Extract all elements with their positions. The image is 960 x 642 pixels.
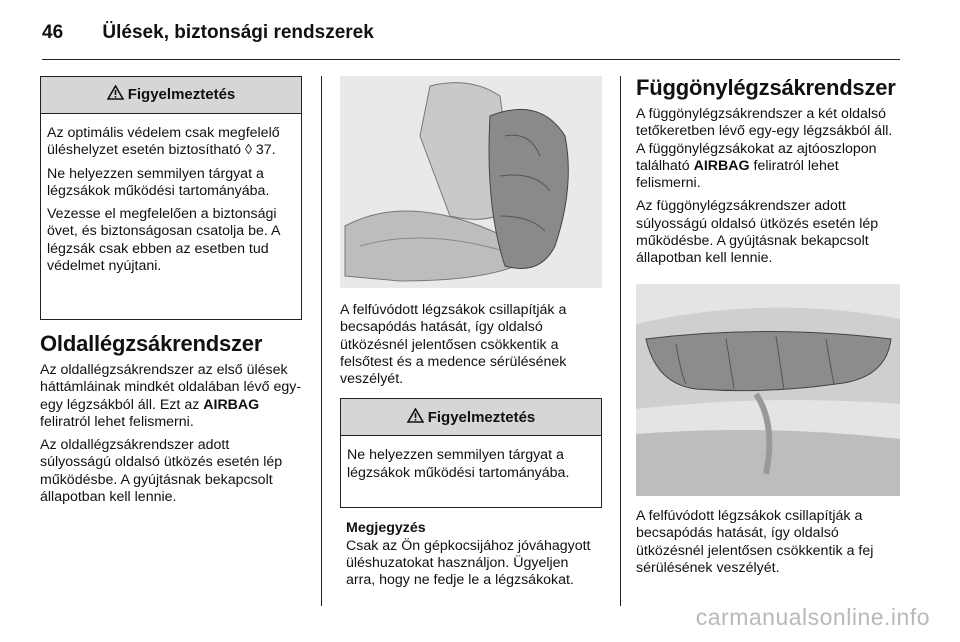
column-3-caption [636, 508, 906, 583]
text-run: A függönylégzsákrendszer a két oldalsó tetőkeretben lévő egy-egy légzsákból áll. A függönylégzsákokat az ajtóoszlopon található [636, 106, 893, 174]
body-paragraph: Az függönylégzsákrendszer adott súlyosságú oldalsó ütközés esetén lép működésbe. A gyújtásnak bekapcsolt állapotban kell lennie. [636, 198, 879, 267]
text-run: Az oldallégzsákrendszer az első ülések háttámláinak mindkét oldalában lévő egy-egy légzsákból áll. Ezt az [40, 362, 302, 413]
warning-box-1 [40, 76, 302, 320]
column-divider-2 [620, 76, 621, 606]
warning-triangle-icon [407, 408, 424, 427]
warning-title: Figyelmeztetés [127, 86, 236, 104]
curtain-airbag-photo [636, 284, 900, 496]
section-title-curtain-airbag: Függönylégzsákrendszer [636, 75, 896, 100]
airbag-label: AIRBAG [693, 157, 750, 174]
note-block [340, 520, 598, 589]
warning-header [41, 77, 301, 114]
watermark: carmanualsonline.info [695, 604, 930, 630]
warning-body [41, 114, 301, 287]
body-paragraph: Az oldallégzsákrendszer adott súlyosságú oldalsó ütközés esetén lép működésbe. A gyújtásnak bekapcsolt állapotban kell lennie. [40, 437, 283, 506]
airbag-label: AIRBAG [203, 396, 260, 413]
column-2 [340, 302, 608, 590]
warning-title: Figyelmeztetés [427, 408, 536, 426]
body-paragraph [40, 362, 302, 431]
warning-paragraph: Vezesse el megfelelően a biztonsági övet, és biztonságosan csatolja be. A légzsák csak ebben az esetben tud védelmet nyújtani. [47, 206, 280, 275]
chapter-title: Ülések, biztonsági rendszerek [102, 22, 374, 43]
page-header [42, 22, 374, 44]
column-divider-1 [321, 76, 322, 606]
section-title-side-airbag: Oldallégzsákrendszer [40, 331, 263, 356]
warning-body [341, 436, 601, 494]
text-run: feliratról lehet felismerni. [636, 157, 839, 192]
header-rule [42, 59, 900, 60]
photo-caption: A felfúvódott légzsákok csillapítják a becsapódás hatását, így oldalsó ütközésnél jelentősen csökkentik a felsőtest és a medence sérülésének veszélyét. [340, 302, 567, 388]
note-title: Megjegyzés [346, 520, 426, 537]
seat-airbag-photo [340, 76, 602, 288]
warning-triangle-icon [107, 85, 124, 104]
page-number: 46 [42, 22, 64, 43]
warning-box-2 [340, 398, 602, 508]
text-run: feliratról lehet felismerni. [40, 413, 194, 430]
warning-paragraph: Ne helyezzen semmilyen tárgyat a légzsákok működési tartományába. [347, 447, 570, 481]
column-3 [636, 76, 902, 274]
note-text: Csak az Ön gépkocsijához jóváhagyott üléshuzatokat használjon. Ügyeljen arra, hogy ne fedje le a légzsákokat. [346, 537, 591, 589]
warning-header [341, 399, 601, 436]
warning-paragraph: Ne helyezzen semmilyen tárgyat a légzsákok működési tartományába. [47, 165, 270, 199]
column-1 [40, 76, 302, 512]
warning-paragraph: Az optimális védelem csak megfelelő üléshelyzet esetén biztosítható ◊ 37. [47, 125, 280, 159]
body-paragraph [636, 106, 902, 192]
photo-caption: A felfúvódott légzsákok csillapítják a becsapódás hatását, így oldalsó ütközésnél jelentősen csökkentik a fej sérülésének veszélyét. [636, 508, 874, 576]
